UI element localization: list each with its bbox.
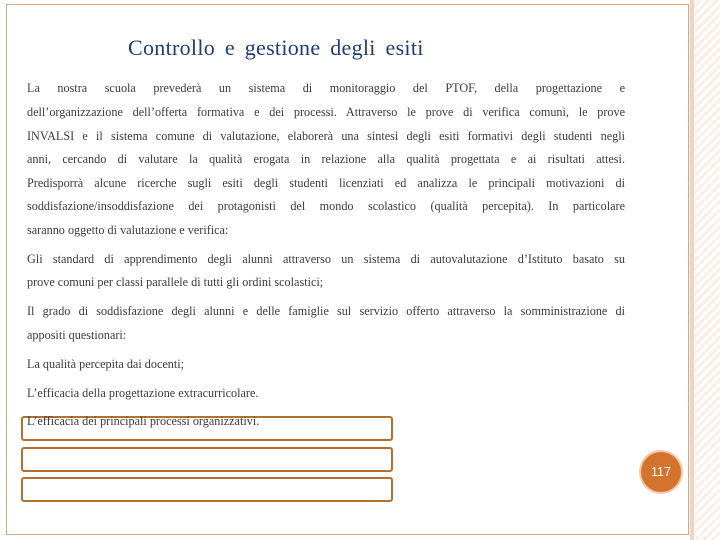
paragraph-line: La nostra scuola prevederà un sistema di monitoraggio del PTOF, della progettazione e (27, 81, 625, 95)
paragraph-line: anni, cercando di valutare la qualità erogata in relazione alla qualità progettata e ai risultati attesi. (27, 152, 625, 166)
page-number-badge: 117 (641, 452, 681, 492)
paragraph-line: dell’organizzazione dell’offerta formativa e dei processi. Attraverso le prove di verifica comuni, le prove (27, 105, 625, 119)
list-item-line: appositi questionari: (27, 328, 127, 342)
list-item-line: Il grado di soddisfazione degli alunni e delle famiglie sul servizio offerto attraverso la somministrazione di (27, 304, 625, 318)
paragraph-line: soddisfazione/insoddisfazione dei protagonisti del mondo scolastico (qualità percepita). In particolare (27, 199, 625, 213)
paragraph-line: Predisporrà alcune ricerche sugli esiti degli studenti licenziati ed analizza le principali motivazioni di (27, 176, 625, 190)
slide-title: Controllo e gestione degli esiti (128, 35, 424, 60)
decorative-side-strip (690, 0, 720, 540)
list-item-line: Gli standard di apprendimento degli alunni attraverso un sistema di autovalutazione d’Istituto basato su (27, 252, 625, 266)
list-item-line: L’efficacia della progettazione extracurricolare. (27, 386, 259, 400)
outlined-text-box (21, 477, 393, 502)
paragraph-line: saranno oggetto di valutazione e verifica: (27, 223, 229, 237)
list-item-line: prove comuni per classi parallele di tutti gli ordini scolastici; (27, 275, 324, 289)
paragraph-line: INVALSI e il sistema comune di valutazione, elaborerà una sintesi degli esiti formativi degli studenti negli (27, 129, 625, 143)
list-item-line: L’efficacia dei principali processi organizzativi. (27, 414, 260, 428)
outlined-text-box (21, 447, 393, 472)
list-item-line: La qualità percepita dai docenti; (27, 357, 185, 371)
